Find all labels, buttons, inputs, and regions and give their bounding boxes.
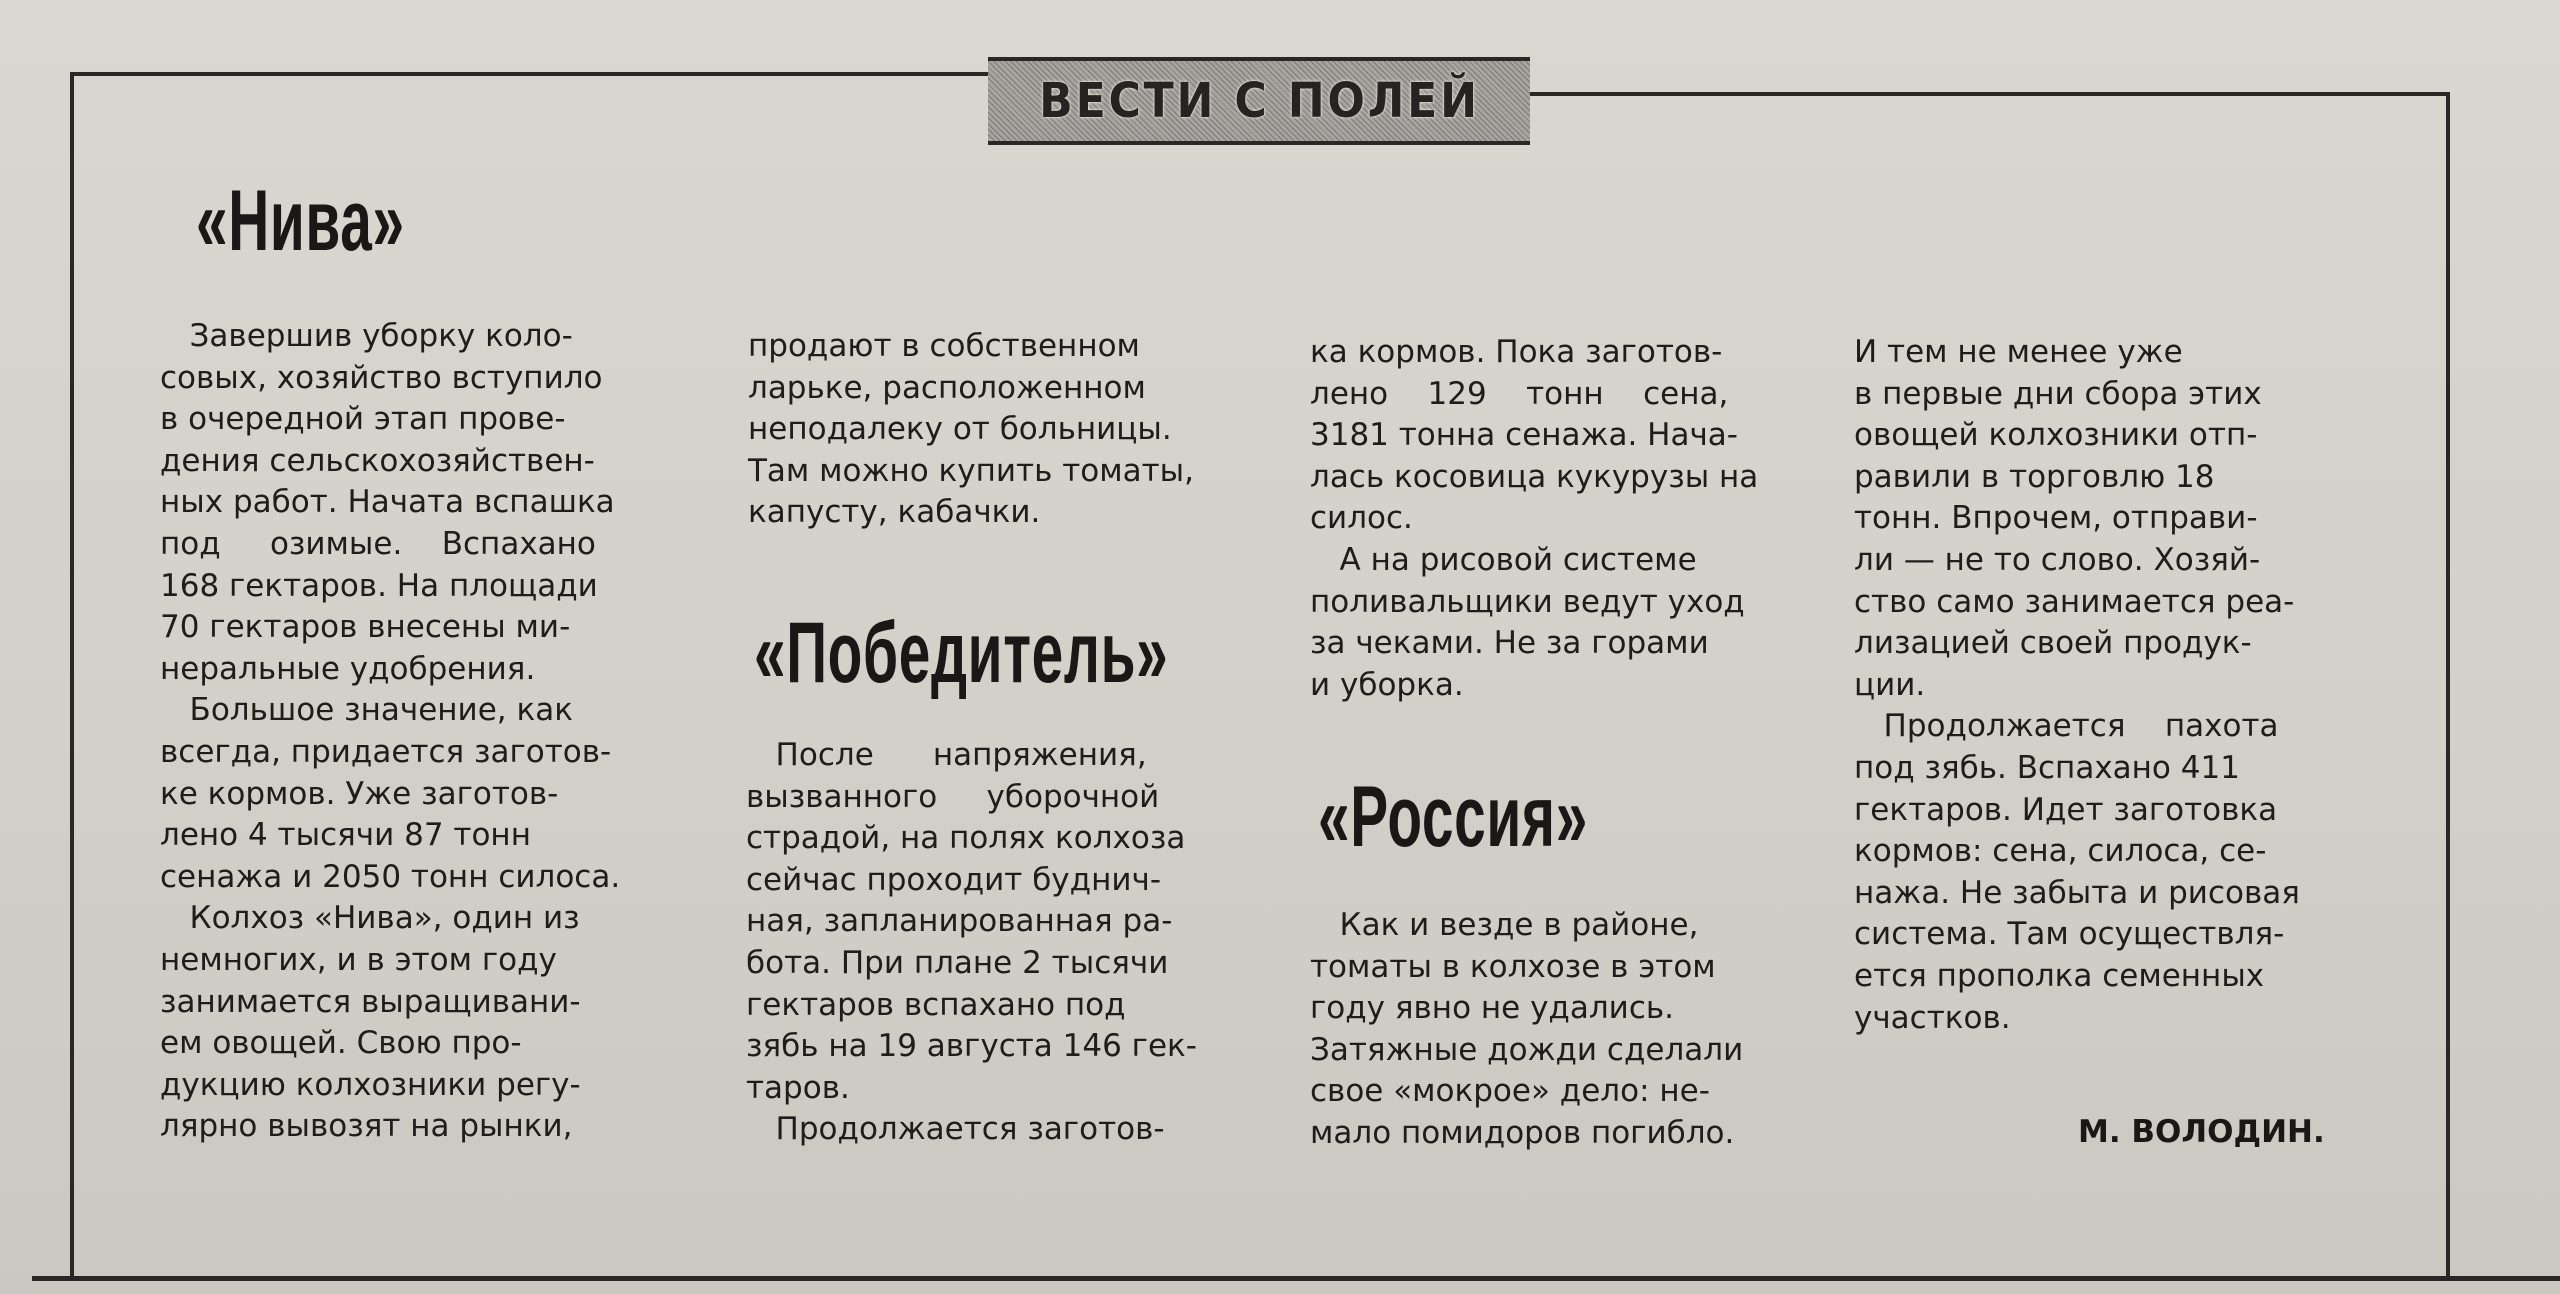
author-signature: М. ВОЛОДИН.: [2078, 1114, 2325, 1150]
article-niva-text-part2: продают в собственном ларьке, расположенном неподалеку от больницы. Там можно купить томаты, капусту, кабачки.: [748, 328, 1195, 531]
headline-niva: «Нива»: [196, 173, 405, 269]
frame-border-top-left: [70, 72, 990, 76]
article-rossiya-text-part2: И тем не менее уже в первые дни сбора этих овощей колхозники отп- равили в торговлю 18 тонн. Впрочем, отправи- ли — не то слово. Хозяй- ство само занимается реа- лизацией своей продук- ции. Продолжается пахота под зябь. Вспахано 411 гектаров. Идет заготовка кормов: сена, силоса, се- нажа. Не забыта и рисовая система. Там осуществля- ется прополка семенных участков.: [1854, 334, 2300, 1036]
frame-border-left: [70, 72, 74, 1277]
headline-pobeditel: «Победитель»: [754, 605, 1169, 701]
article-pobeditel-text-part1: После напряжения, вызванного уборочной страдой, на полях колхоза сейчас проходит буднич- ная, запланированная ра- бота. При плане 2 тысячи гектаров вспахано под зябь на 19 августа 146 гек- таров. Продолжается заготов-: [746, 737, 1197, 1148]
section-rubric: [988, 57, 1530, 145]
article-pobeditel-text-part2: ка кормов. Пока заготов- лено 129 тонн сена, 3181 тонна сенажа. Нача- лась косовица кукурузы на силос. А на рисовой системе поливальщики ведут уход за чеками. Не за горами и уборка.: [1310, 334, 1759, 703]
frame-border-bottom: [32, 1276, 2560, 1281]
frame-border-right: [2446, 92, 2450, 1277]
headline-rossiya: «Россия»: [1318, 769, 1588, 865]
section-rubric-label: ВЕСТИ С ПОЛЕЙ: [1038, 73, 1480, 129]
article-niva-text-part1: Завершив уборку коло- совых, хозяйство вступило в очередной этап прове- дения сельскохозяйствен- ных работ. Начата вспашка под озимые. Вспахано 168 гектаров. На площади 70 гектаров внесены ми- неральные удобрения. Большое значение, как всегда, придается заготов- ке кормов. Уже заготов- лено 4 тысячи 87 тонн сенажа и 2050 тонн силоса. Колхоз «Нива», один из немногих, и в этом году занимается выращивани- ем овощей. Свою про- дукцию колхозники регу- лярно вывозят на рынки,: [160, 318, 621, 1145]
frame-border-top-right: [1530, 92, 2450, 96]
article-rossiya-text-part1: Как и везде в районе, томаты в колхозе в этом году явно не удались. Затяжные дожди сделали свое «мокрое» дело: не- мало помидоров погибло.: [1310, 907, 1744, 1151]
